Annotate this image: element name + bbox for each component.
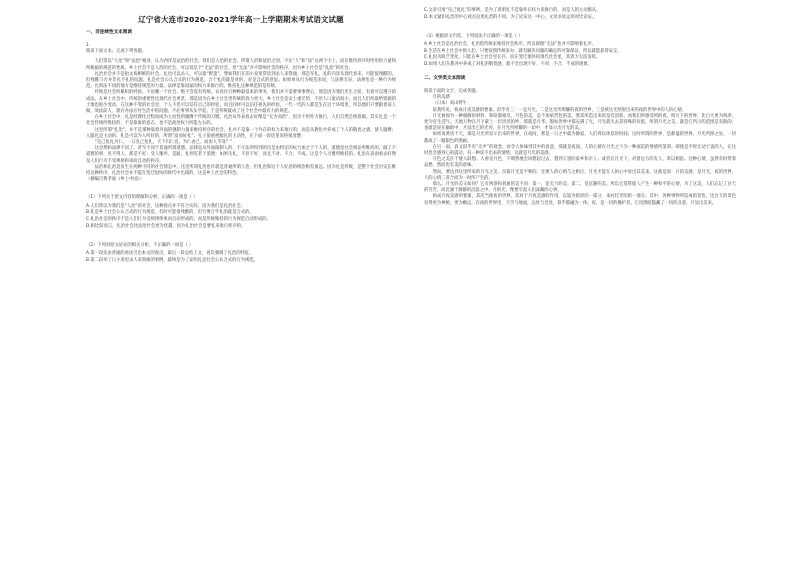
question-2-stem: （2）下列对原文论证的相关分析，不正确的一项是（ ） — [86, 242, 194, 248]
question-2-option-d[interactable]: D.本文紧扣礼治的中心观点论述礼治的不同，为了论证这一中心，文章多处运用对比论证。 — [424, 14, 597, 20]
section2-paragraph-7: 那么，月光的美又如何？它有两条和普通的美不同：第一，是无力的美；第二，是沉静的美。所以它常常使人产生一种和平的心情，为了这美，人们忘记了白天的劳苦，而沉湎于静静的沉思之中。月的光，像要引起人们深藏的心事。 — [424, 182, 736, 194]
left-column — [86, 8, 396, 265]
question-2-option-a[interactable]: A.第一段先由普通的看法引出本文的观点，最后一段总结上文，再次强调了礼治的特征。 — [86, 251, 254, 257]
section2-paragraph-4: 在另一面，真又似乎有“无声”的观念，而令人体味到其中的真意，那就是夜间。人的心情在月光之下为一种深沉的情感所笼罩。即使是平时无动于衷的人，在这时也会感到心的震动，有一种说不出来的情绪，这就是月光的美感。 — [424, 144, 736, 157]
section2-paragraph-2: 月光被视为一种极静的材料，和喧嚣相反。月色的美，是不加浓烈色的美，然其所造出来的是有清新，而我们所感受到的夜，明月下的世界，比白天更为明净，更为有生活气。天地万物在月下蒙上一层淡淡的纱。那就是月华。假如世界中都充满了光，月光就失去其特殊的价值。所谓月光之美，就是它所占的范围是有限的；也就是说在幽暗中，才显出它的光亮。在月光所照耀的一切中，才显示出月光的美。 — [424, 113, 736, 132]
question-3-option-c[interactable]: C.礼因为缺乏变化，只能在乡土社会里长存，而在变迁很快的现代社会里，其效力无法发挥。 — [424, 55, 601, 61]
question-3-option-b[interactable]: B.生活在乡土社会中的人们，只要按照传统来办，就有解决问题的确定的可靠保证，所以就能获得安定。 — [424, 48, 622, 54]
section1-intro: 阅读下面文本，完成下列各题。 — [86, 49, 147, 55]
section2-heading: 二、文学类文本阅读 — [424, 75, 466, 81]
question-1-option-d[interactable]: D.相比较而言，礼治社会比法治社会更为优越，因为礼治社会是要礼来推行秩序的。 — [86, 224, 246, 230]
document-title: 辽宁省大连市2020-2021学年高一上学期期末考试语文试题 — [138, 15, 344, 24]
section1-paragraph-5: 这里所谓“礼治”，并不是那种靠着外面的强制力量来维持秩序的社会。礼并不是靠一个外在的权力来推行的，而是从教化中养成了个人的敬畏之感，使人服膺；人服礼是主动的。礼是可以为人所好的，所谓“富而好礼”。孔子很重视服礼的主动性，在下面一段话里说得很清楚： — [86, 127, 396, 139]
section2-paragraph-1: 依我所见，构成月夜美感的要素，似乎有三：一是月光，二是这光所照耀的夜的世界，三是被这光照射出来的夜的世界中的人的心情。 — [432, 107, 687, 113]
question-3-stem: （3）根据原文内容，下列说法不正确的一项是（ ） — [424, 33, 523, 39]
question-2-option-b[interactable]: B.第二段举了日小说里杀人来祭旗的事例，最终是为了证明礼是社会公认合式的行为规范。 — [86, 257, 258, 263]
section1-heading: 一、非连续性文本阅读 — [86, 30, 132, 35]
section1-paragraph-2: 礼治社会并不是指文质彬彬的社会。礼也可以杀人，可以很“野蛮”。譬如我们在旧小说里常读到杀人来祭旗，那是军礼。礼的内容从现代看来，可能很残酷的。但残酷与否并非礼不礼的问题。礼是社会公认合式的行为规范。合于礼的就是对的，对是合式的意思。如果单从行为规范来说，与法律无异，法律也是一种行为规范。礼和法不同的地方是维持规范的力量。法律是靠国家的权力来推行的。维持礼这种规范的是传统。 — [86, 71, 396, 90]
section1-paragraph-8: 法治和礼治是发生在两种不同的社会情态中。这里所谓礼治也许就是普通所谓人治，但礼治和这个人好恶的统治相差很远。因为礼是传统，是整个社会历史在维持这种秩序。礼治社会并不能在变迁很快的时代中出现的，这是乡土社会的特色。 — [86, 164, 396, 177]
question-number: 1. — [86, 43, 91, 48]
section1-source: （摘编自费孝通《乡土中国》） — [86, 177, 145, 183]
section1-paragraph-6: “克己复礼为仁。一日克己复礼，天下归仁焉。为仁由己，而由人乎哉？” — [94, 140, 233, 146]
poem-author: （日本）高山樗牛 — [432, 101, 467, 107]
section1-paragraph-4: 在乡土社会中，礼是经教化过程而成为主动性的服膺于传统的习惯。礼治从外表看去好像是“无为而治”，因为不用外力推行，人们自然会照着做。其实礼是一个社会传统所维持的，不是靠谁的意志，也不是政治权力所能左右的。 — [86, 115, 396, 127]
right-column — [424, 8, 736, 207]
question-1-option-b[interactable]: B.礼是乡土社会公认合式的行为规范，有时可能很残酷的，但另要合乎礼的就是合式的。 — [86, 210, 254, 216]
section2-paragraph-3: 如果说黄昏于天，那是月光所显示出来的世界。在夜间，那是一日之中最为静寂，人们得以休息的时间；这时所谓的世界，是静谧的世界。月光所照之处，一切都成了一幅银色的图画。 — [424, 132, 736, 144]
question-1-option-a[interactable]: A.人们常以为我们是“人治”的社会，这种观点并不符合实际，因为我们是礼治社会。 — [86, 203, 246, 209]
section2-paragraph-5: 月色之美在于使人联想。人看见月色，不期然地会回想起过去，想到久别的家乡和亲人；或者在月光下，对着远方的友人，寄以相思。这种心情，虽然有时带着哀愁，然而也有美的意味。 — [424, 157, 736, 169]
section2-paragraph-6: 然而，要达到这里所说的月光之美，仅靠月光是不够的。还要人的心情与之相应，月光才能在人的心中显出其美来。这就是说：月的美感，是月光、夜的世界、人的心情三者合而为一时所产生的。 — [424, 169, 736, 181]
section2-paragraph-8: 构成月夜美感的要素，其次当推夜的世界。其对于月夜美感的作用，以较为暗淡的一部分，来衬托光明的一部分。其中，各种事物所造成的景色，比白天的景色显得更为神秘、更为幽远。在夜的世界里，天空与地面，远处与近处，似乎都融为一体。夜，是一切的掩护者。它用黑暗隐藏了一切的丑恶，只显出美来。 — [424, 194, 736, 206]
section1-paragraph-7: 这显然和法律不同了。甚至不同于普通所谓道德。法律是从外面限制人的，不守法所得到的罚是由特定的权力加之于个人的。道德是社会舆论所维持的，做了不道德的事，见不得人，那是不好；受人唾弃，是耻。礼则有甚于道德：如果失礼，不但不好，而且不对、不合、不成。这是个人习惯所维持的。礼治在表面看去好像是人们行为不受规律拘束而自动的秩序。 — [86, 146, 396, 164]
section2-intro: 阅读下面的文字，完成各题。 — [424, 88, 480, 94]
section1-paragraph-3: 传统是社会所累积的经验。不论哪一个社会，绝不会没有传统。衣食住行种种最基本的事务，我们并不需要事事费心，那是因为我们出生之前，有着可以遵守的成法。在乡土社会中，传统的重要性比现代社会更甚，那是因为在乡土社会里传统的效力更大。乡土社会是安土重迁的，不但人口流动很小，而且人们所取给资源的土地也很少变动。在这种不变的社会里，个人不但可以信任自己的经验，而且同样可以信任祖先的经验。一代一代的人都是生在这个环境里，所以他们只要跟着前人做，效法前人，就有办法应付生活中的问题，不必事事从头学起。于是传统就成了这个社会中最有力的规范。 — [86, 90, 396, 115]
poem-title: 月的美感 — [432, 95, 450, 101]
question-3-option-a[interactable]: A.乡土社会是礼治社会，礼治借传统来维持社会秩序，所以即使“无法”也并不影响着礼序。 — [424, 41, 596, 47]
question-2-option-c[interactable]: C.文章引用“克己复礼”的事例，是为了说明礼不是靠外在权力来推行的，而是人的主动服从。 — [424, 8, 601, 13]
section1-paragraph-1: 人们常以“人治”和“法治”相对，认为西洋是法治的社会，我们是人治的社会。所谓人治和法治之别，不在“人”和“法”这两个字上，而在维持秩序时所用的力量和所根据的规范的性质。乡土社会不是人治的社会，可以说是个“无法”的社会，但“无法”并不影响社会的秩序，因为乡土社会是“礼治”的社会。 — [86, 59, 396, 71]
question-1-stem: （1）下列关于原文内容的理解和分析，正确的一项是（ ） — [86, 195, 198, 201]
question-1-option-c[interactable]: C.礼治社会的秩序不是人们行为受规律拘束而自动形成的，而是传统维持的行为规范自动形成的。 — [86, 217, 271, 223]
question-3-option-d[interactable]: D.如果人们在教养中养成了对礼的敬畏感，就不会出现不好、不对、不合、不成的现象。 — [424, 62, 592, 68]
